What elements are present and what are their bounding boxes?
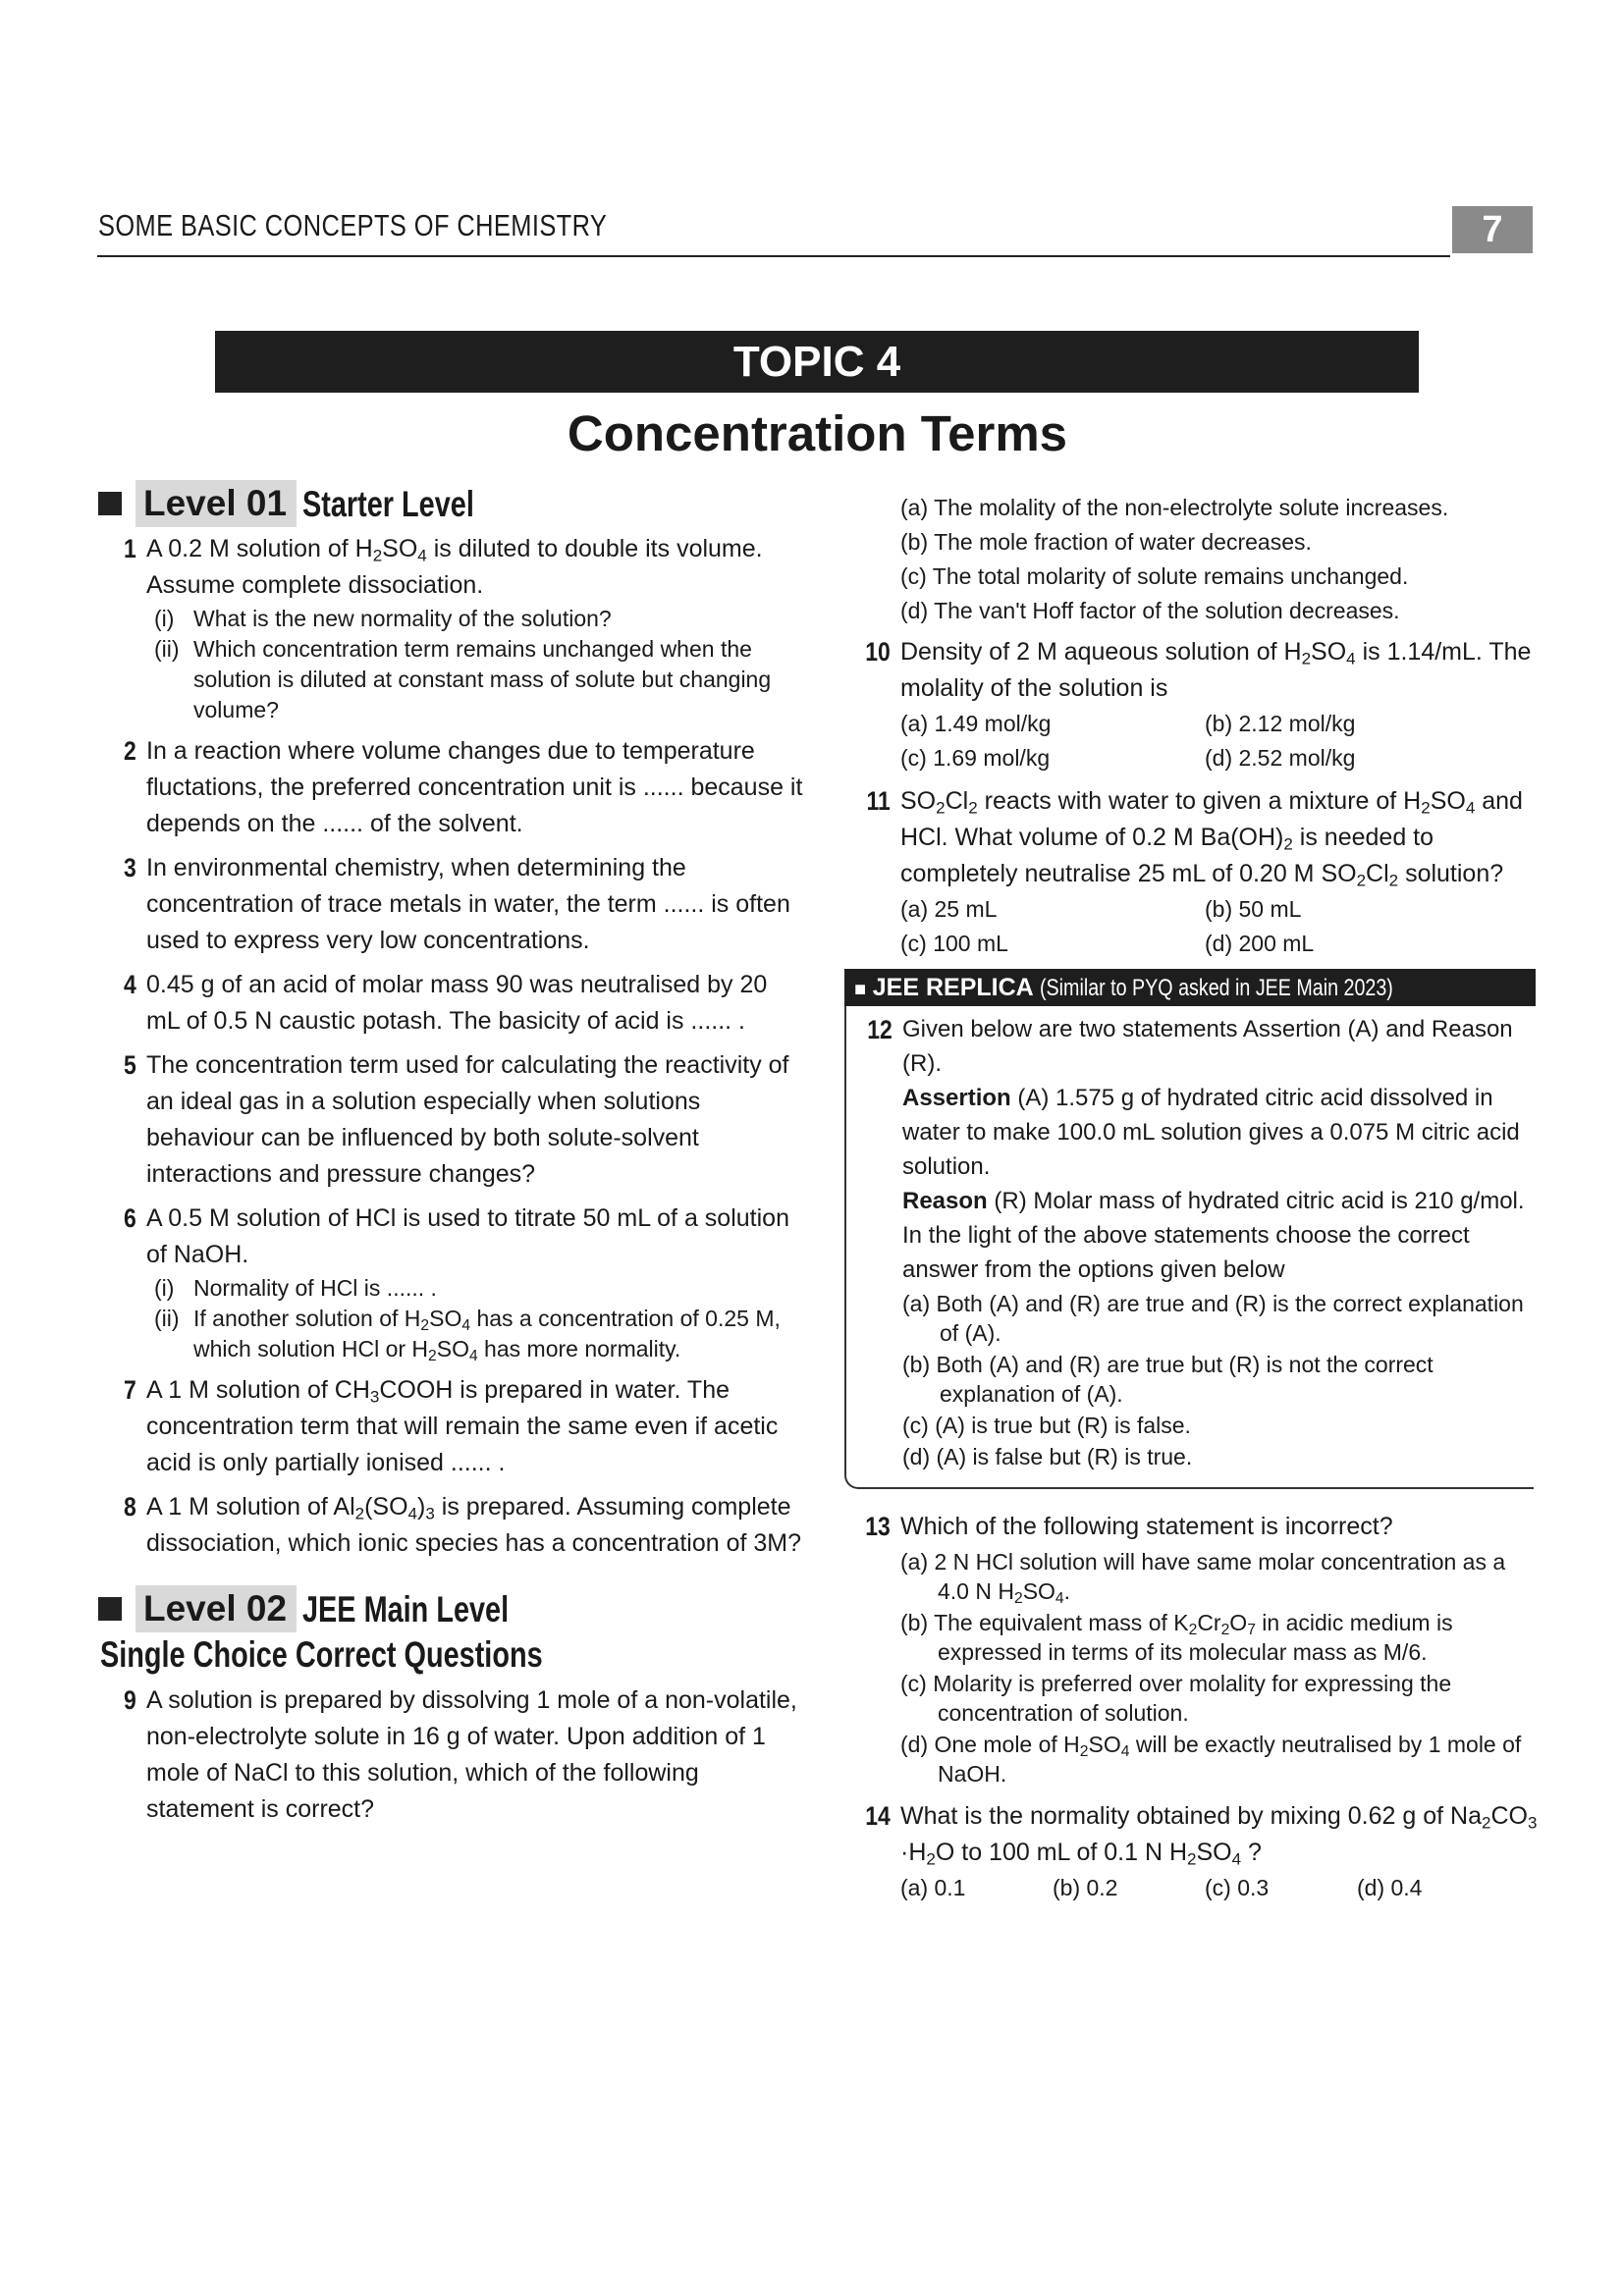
question-body: [900, 783, 1540, 961]
subscript: 4: [1231, 1849, 1242, 1869]
square-bullet-icon: ■: [854, 979, 867, 1000]
sub-item-text: What is the new normality of the solution?: [193, 606, 612, 631]
text: is needed to completely neutralise 25 mL of 0.20 M SO: [900, 824, 1434, 887]
text: is 1.14/mL. The molality of the solution is: [900, 638, 1532, 702]
text: Cr: [1197, 1610, 1221, 1635]
assertion-text: (A) 1.575 g of hydrated citric acid dissolved in water to make 100.0 mL solution gives a 0.075 M citric acid solution.: [902, 1085, 1520, 1180]
subscript: 2: [1301, 649, 1312, 668]
text: O to 100 mL of 0.1 N H: [935, 1839, 1187, 1866]
question-11: [852, 783, 1540, 961]
level-badge: Level 01: [135, 480, 297, 527]
subscript: 2: [1356, 871, 1367, 890]
option-c: (c) 100 mL: [900, 931, 1008, 956]
text: SO: [1088, 1732, 1121, 1757]
question-8: [98, 1489, 805, 1562]
option-c: (c) Molarity is preferred over molality for expressing the concentration of solution.: [900, 1671, 1452, 1726]
square-bullet-icon: [98, 1597, 122, 1621]
question-6: [98, 1201, 805, 1364]
question-number: 4: [124, 970, 136, 999]
text: A 1 M solution of Al: [146, 1493, 355, 1521]
topic-title: Concentration Terms: [567, 405, 1068, 461]
question-10: [852, 634, 1540, 775]
options-grid: [900, 707, 1540, 775]
subscript: 4: [1055, 1589, 1064, 1607]
subscript: 2: [968, 798, 978, 818]
assertion-label: Assertion: [902, 1085, 1011, 1111]
option-d: (d) 2.52 mol/kg: [1205, 745, 1356, 771]
option-c: (c) 1.69 mol/kg: [900, 745, 1051, 771]
sub-item: [154, 634, 805, 725]
text: SO: [1430, 787, 1466, 815]
question-body: [146, 1372, 805, 1481]
question-body: [146, 1201, 805, 1364]
subscript: 2: [1013, 1589, 1023, 1607]
question-5: [98, 1047, 805, 1193]
header-rule: [97, 255, 1450, 257]
option-d: (d) The van't Hoff factor of the solution decreases.: [900, 598, 1400, 623]
text: COOH is prepared in water. The concentration term that will remain the same even if acetic acid is only partially ionised ...... .: [146, 1376, 779, 1476]
text: reacts with water to given a mixture of H: [977, 787, 1422, 815]
question-2: [98, 733, 805, 842]
subscript: 2: [1187, 1849, 1197, 1869]
text: (a) 2 N HCl solution will have same molar concentration as a 4.0 N H: [900, 1549, 1506, 1604]
text: .: [1063, 1578, 1071, 1604]
sub-item-text: Normality of HCl is ...... .: [193, 1275, 437, 1301]
subscript: 7: [1247, 1621, 1256, 1638]
question-number: 6: [124, 1203, 136, 1233]
options-grid: [900, 1871, 1540, 1905]
subscript: 3: [1527, 1813, 1538, 1833]
question-body: [900, 1509, 1540, 1790]
subscript: 2: [372, 546, 383, 565]
subscript: 2: [354, 1504, 365, 1523]
section-subtitle: Single Choice Correct Questions: [100, 1634, 543, 1675]
question-text: A 0.5 M solution of HCl is used to titrate 50 mL of a solution of NaOH.: [146, 1204, 789, 1268]
option-d: (d) 200 mL: [1205, 931, 1315, 956]
question-number: 9: [124, 1685, 136, 1715]
roman-numeral: (i): [154, 606, 175, 631]
subscript: 4: [417, 546, 427, 565]
question-body: [146, 1489, 805, 1562]
question-1: [98, 531, 805, 725]
subscript: 4: [1346, 649, 1356, 668]
jee-note: (Similar to PYQ asked in JEE Main 2023): [1040, 975, 1394, 1001]
question-body: [146, 531, 805, 725]
option-a: (a) 0.1: [900, 1875, 966, 1900]
subscript: 2: [420, 1316, 430, 1334]
text: SO: [436, 1336, 469, 1362]
subscript: 2: [1220, 1621, 1230, 1638]
question-number: 3: [124, 853, 136, 882]
question-14: [852, 1798, 1540, 1905]
question-number: 7: [124, 1375, 136, 1405]
question-body: [900, 634, 1540, 775]
option-c: (c) (A) is true but (R) is false.: [902, 1413, 1191, 1438]
options-grid: [900, 892, 1540, 961]
question-number: 5: [124, 1050, 136, 1080]
question-number: 12: [867, 1015, 893, 1044]
level-01-heading: [98, 480, 805, 527]
text: SO: [1311, 638, 1347, 666]
roman-numeral: (ii): [154, 1306, 180, 1331]
text: SO: [382, 535, 418, 562]
question-body: In a reaction where volume changes due to temperature fluctations, the preferred concentration unit is ...... because it depends on the ...... of the solvent.: [146, 737, 803, 837]
right-column: [852, 491, 1540, 1913]
question-body: In environmental chemistry, when determining the concentration of trace metals in water, the term ...... is often used to express very low concentrations.: [146, 854, 790, 954]
subscript: 4: [1465, 798, 1476, 818]
question-text: Which of the following statement is incorrect?: [900, 1513, 1393, 1540]
option-a: (a) Both (A) and (R) are true and (R) is the correct explanation of (A).: [902, 1291, 1524, 1346]
option-b: (b) The mole fraction of water decreases.: [900, 529, 1312, 555]
question-4: [98, 967, 805, 1040]
question-number: 11: [866, 786, 891, 816]
question-13: [852, 1509, 1540, 1790]
subscript: 2: [1388, 871, 1399, 890]
question-body: A solution is prepared by dissolving 1 mole of a non-volatile, non-electrolyte solute in 16 g of water. Upon addition of 1 mole of NaCl to this solution, which of the following statement is correct?: [146, 1686, 797, 1823]
text: A 0.2 M solution of H: [146, 535, 373, 562]
question-9-options: [852, 491, 1540, 628]
question-number: 14: [865, 1801, 891, 1831]
level-02-heading: [98, 1585, 805, 1632]
assertion: [902, 1081, 1534, 1184]
chapter-title: SOME BASIC CONCEPTS OF CHEMISTRY: [98, 208, 608, 242]
question-text: Given below are two statements Assertion (A) and Reason (R).: [902, 1016, 1513, 1077]
square-bullet-icon: [98, 492, 122, 515]
option-c: (c) 0.3: [1205, 1875, 1270, 1900]
subscript: 3: [425, 1504, 435, 1523]
options-lead-text: In the light of the above statements choose the correct answer from the options given below: [902, 1222, 1470, 1283]
text: Cl: [945, 787, 969, 815]
subscript: 2: [1283, 834, 1293, 854]
text: O: [1229, 1610, 1248, 1635]
text: ?: [1241, 1839, 1262, 1866]
question-number: 10: [865, 637, 891, 667]
option-d: [900, 1730, 1540, 1789]
text: will be exactly neutralised by 1 mole of NaOH.: [938, 1732, 1522, 1787]
text: has a concentration of 0.25 M, which solution HCl or H: [193, 1306, 781, 1362]
question-body: 0.45 g of an acid of molar mass 90 was neutralised by 20 mL of 0.5 N caustic potash. The basicity of acid is ...... .: [146, 971, 768, 1035]
text: SO: [900, 787, 937, 815]
option-a: (a) 1.49 mol/kg: [900, 711, 1052, 736]
text: and HCl. What volume of 0.2 M Ba(OH): [900, 787, 1523, 851]
text: Cl: [1366, 860, 1389, 887]
level-badge: Level 02: [135, 1585, 297, 1632]
text: SO: [1022, 1578, 1055, 1604]
text: Density of 2 M aqueous solution of H: [900, 638, 1302, 666]
subscript: 2: [1188, 1621, 1198, 1638]
question-number: 1: [124, 534, 136, 563]
option-b: (b) 0.2: [1053, 1875, 1118, 1900]
subscript: 4: [407, 1504, 418, 1523]
question-number: 8: [124, 1492, 136, 1522]
jee-label: JEE REPLICA: [872, 974, 1034, 1001]
option-c: (c) The total molarity of solute remains unchanged.: [900, 563, 1409, 589]
question-12: [854, 1012, 1534, 1473]
text: solution?: [1398, 860, 1504, 887]
text: in acidic medium is expressed in terms of its molecular mass as M/6.: [938, 1610, 1453, 1665]
question-body: The concentration term used for calculating the reactivity of an ideal gas in a solution especially when solutions behaviour can be influenced by both solute-solvent interactions and pressure changes?: [146, 1051, 789, 1188]
text: If another solution of H: [193, 1306, 421, 1331]
subscript: 4: [1120, 1742, 1130, 1760]
option-b: (b) 2.12 mol/kg: [1205, 711, 1356, 736]
option-b: (b) Both (A) and (R) are true but (R) is not the correct explanation of (A).: [902, 1352, 1434, 1407]
text: ): [417, 1493, 426, 1521]
subscript: 2: [926, 1849, 936, 1869]
jee-replica-box: [844, 1006, 1534, 1489]
sub-item-text: Which concentration term remains unchanged when the solution is diluted at constant mass of solute but changing volume?: [193, 636, 772, 722]
option-b: [900, 1608, 1540, 1667]
subscript: 4: [468, 1347, 478, 1364]
text: CO: [1490, 1802, 1528, 1830]
question-number: 2: [124, 736, 136, 766]
jee-replica-bar: [844, 969, 1536, 1006]
text: (d) One mole of H: [900, 1732, 1080, 1757]
text: ·H: [900, 1839, 927, 1866]
topic-bar: TOPIC 4: [215, 331, 1419, 393]
text: has more normality.: [477, 1336, 681, 1362]
sub-item: [154, 1304, 805, 1364]
sub-item-text: [193, 1304, 805, 1364]
option-b: (b) 50 mL: [1205, 896, 1302, 922]
reason-label: Reason: [902, 1188, 988, 1214]
option-d: (d) (A) is false but (R) is true.: [902, 1444, 1193, 1469]
text: A 1 M solution of CH: [146, 1376, 370, 1404]
text: is prepared. Assuming complete dissociation, which ionic species has a concentration of 3M?: [146, 1493, 802, 1557]
sub-item: [154, 1273, 805, 1304]
question-9: [98, 1682, 805, 1828]
reason: [902, 1184, 1534, 1218]
question-3: [98, 850, 805, 959]
subscript: 2: [1079, 1742, 1089, 1760]
text: is diluted to double its volume. Assume complete dissociation.: [146, 535, 763, 599]
text: SO: [1196, 1839, 1232, 1866]
subscript: 2: [428, 1347, 437, 1364]
subscript: 2: [1481, 1813, 1491, 1833]
reason-text: (R) Molar mass of hydrated citric acid is 210 g/mol.: [987, 1188, 1525, 1214]
left-column: [98, 480, 805, 1836]
subscript: 3: [369, 1387, 380, 1407]
subscript: 2: [1421, 798, 1431, 818]
text: (SO: [364, 1493, 408, 1521]
level-title: JEE Main Level: [302, 1588, 510, 1629]
question-body: [900, 1798, 1540, 1905]
question-body: [902, 1012, 1534, 1473]
sub-item: [154, 604, 805, 634]
subscript: 4: [461, 1316, 471, 1334]
option-a: (a) The molality of the non-electrolyte solute increases.: [900, 495, 1449, 520]
question-number: 13: [865, 1512, 891, 1541]
roman-numeral: (i): [154, 1275, 175, 1301]
text: What is the normality obtained by mixing 0.62 g of Na: [900, 1802, 1482, 1830]
option-a: (a) 25 mL: [900, 896, 998, 922]
roman-numeral: (ii): [154, 636, 180, 662]
option-a: [900, 1547, 1540, 1606]
subscript: 2: [936, 798, 946, 818]
text: SO: [429, 1306, 462, 1331]
option-d: (d) 0.4: [1357, 1875, 1423, 1900]
text: (b) The equivalent mass of K: [900, 1610, 1189, 1635]
level-title: Starter Level: [302, 483, 474, 524]
page-number: 7: [1452, 206, 1533, 253]
question-7: [98, 1372, 805, 1481]
